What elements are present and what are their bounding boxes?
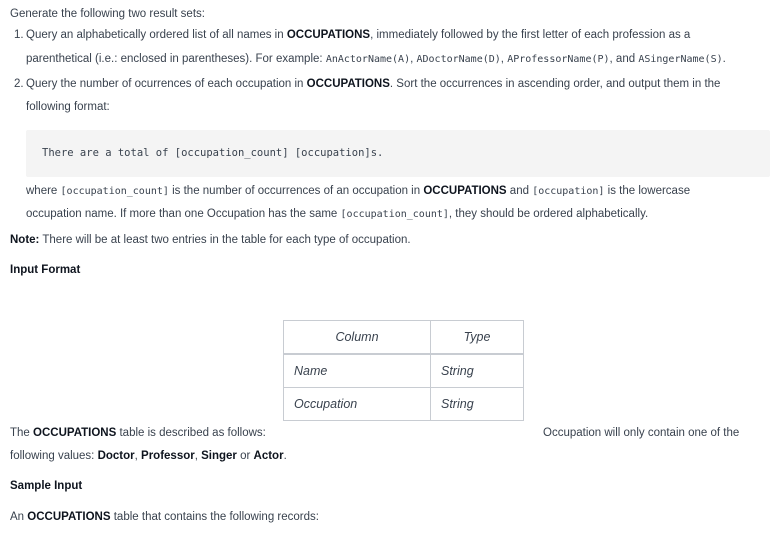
table-cell: Name	[284, 354, 431, 388]
format-code-text: There are a total of [occupation_count] [occupation]s.	[42, 147, 384, 159]
item2-line1: Query the number of ocurrences of each occupation in OCCUPATIONS. Sort the occurrences in ascending order, and output them in the	[26, 78, 721, 90]
type-header: Type	[431, 321, 524, 355]
example-doctor: ADoctorName(D)	[416, 54, 501, 65]
where-line2: occupation name. If more than one Occupation has the same [occupation_count], they should be ordered alphabetically.	[26, 208, 649, 220]
table-header-row	[284, 321, 524, 355]
description-line1: The OCCUPATIONS table is described as follows:	[10, 427, 266, 439]
sample-input-text: An OCCUPATIONS table that contains the following records:	[10, 511, 319, 523]
item1-line2: parenthetical (i.e.: enclosed in parentheses). For example: AnActorName(A), ADoctorName(D), AProfessorName(P), and ASingerName(S).	[26, 53, 726, 65]
example-singer: ASingerName(S)	[638, 54, 723, 65]
table-row	[284, 354, 524, 388]
schema-table	[283, 320, 524, 421]
table-cell: String	[431, 388, 524, 421]
input-format-heading: Input Format	[10, 264, 81, 276]
table-row	[284, 388, 524, 421]
description-right: Occupation will only contain one of the	[543, 427, 740, 439]
note-label: Note:	[10, 234, 40, 246]
sample-input-heading: Sample Input	[10, 480, 83, 492]
example-actor: AnActorName(A)	[325, 54, 411, 65]
example-professor: AProfessorName(P)	[507, 54, 610, 65]
column-header: Column	[284, 321, 431, 355]
note: Note: There will be at least two entries in the table for each type of occupation.	[10, 234, 411, 246]
where-line1: where [occupation_count] is the number of occurrences of an occupation in OCCUPATIONS and [occupation] is the lowercase	[26, 185, 691, 197]
item1-line1: Query an alphabetically ordered list of all names in OCCUPATIONS, immediately followed by the first letter of each profession as a	[26, 29, 691, 41]
list-number-2: 2.	[14, 78, 24, 90]
item2-line2: following format:	[26, 101, 110, 113]
table-cell: Occupation	[284, 388, 431, 421]
description-line2: following values: Doctor, Professor, Singer or Actor.	[10, 450, 287, 462]
format-code-block	[26, 130, 770, 177]
table-cell: String	[431, 354, 524, 388]
intro-text: Generate the following two result sets:	[10, 8, 205, 20]
list-number-1: 1.	[14, 29, 24, 41]
